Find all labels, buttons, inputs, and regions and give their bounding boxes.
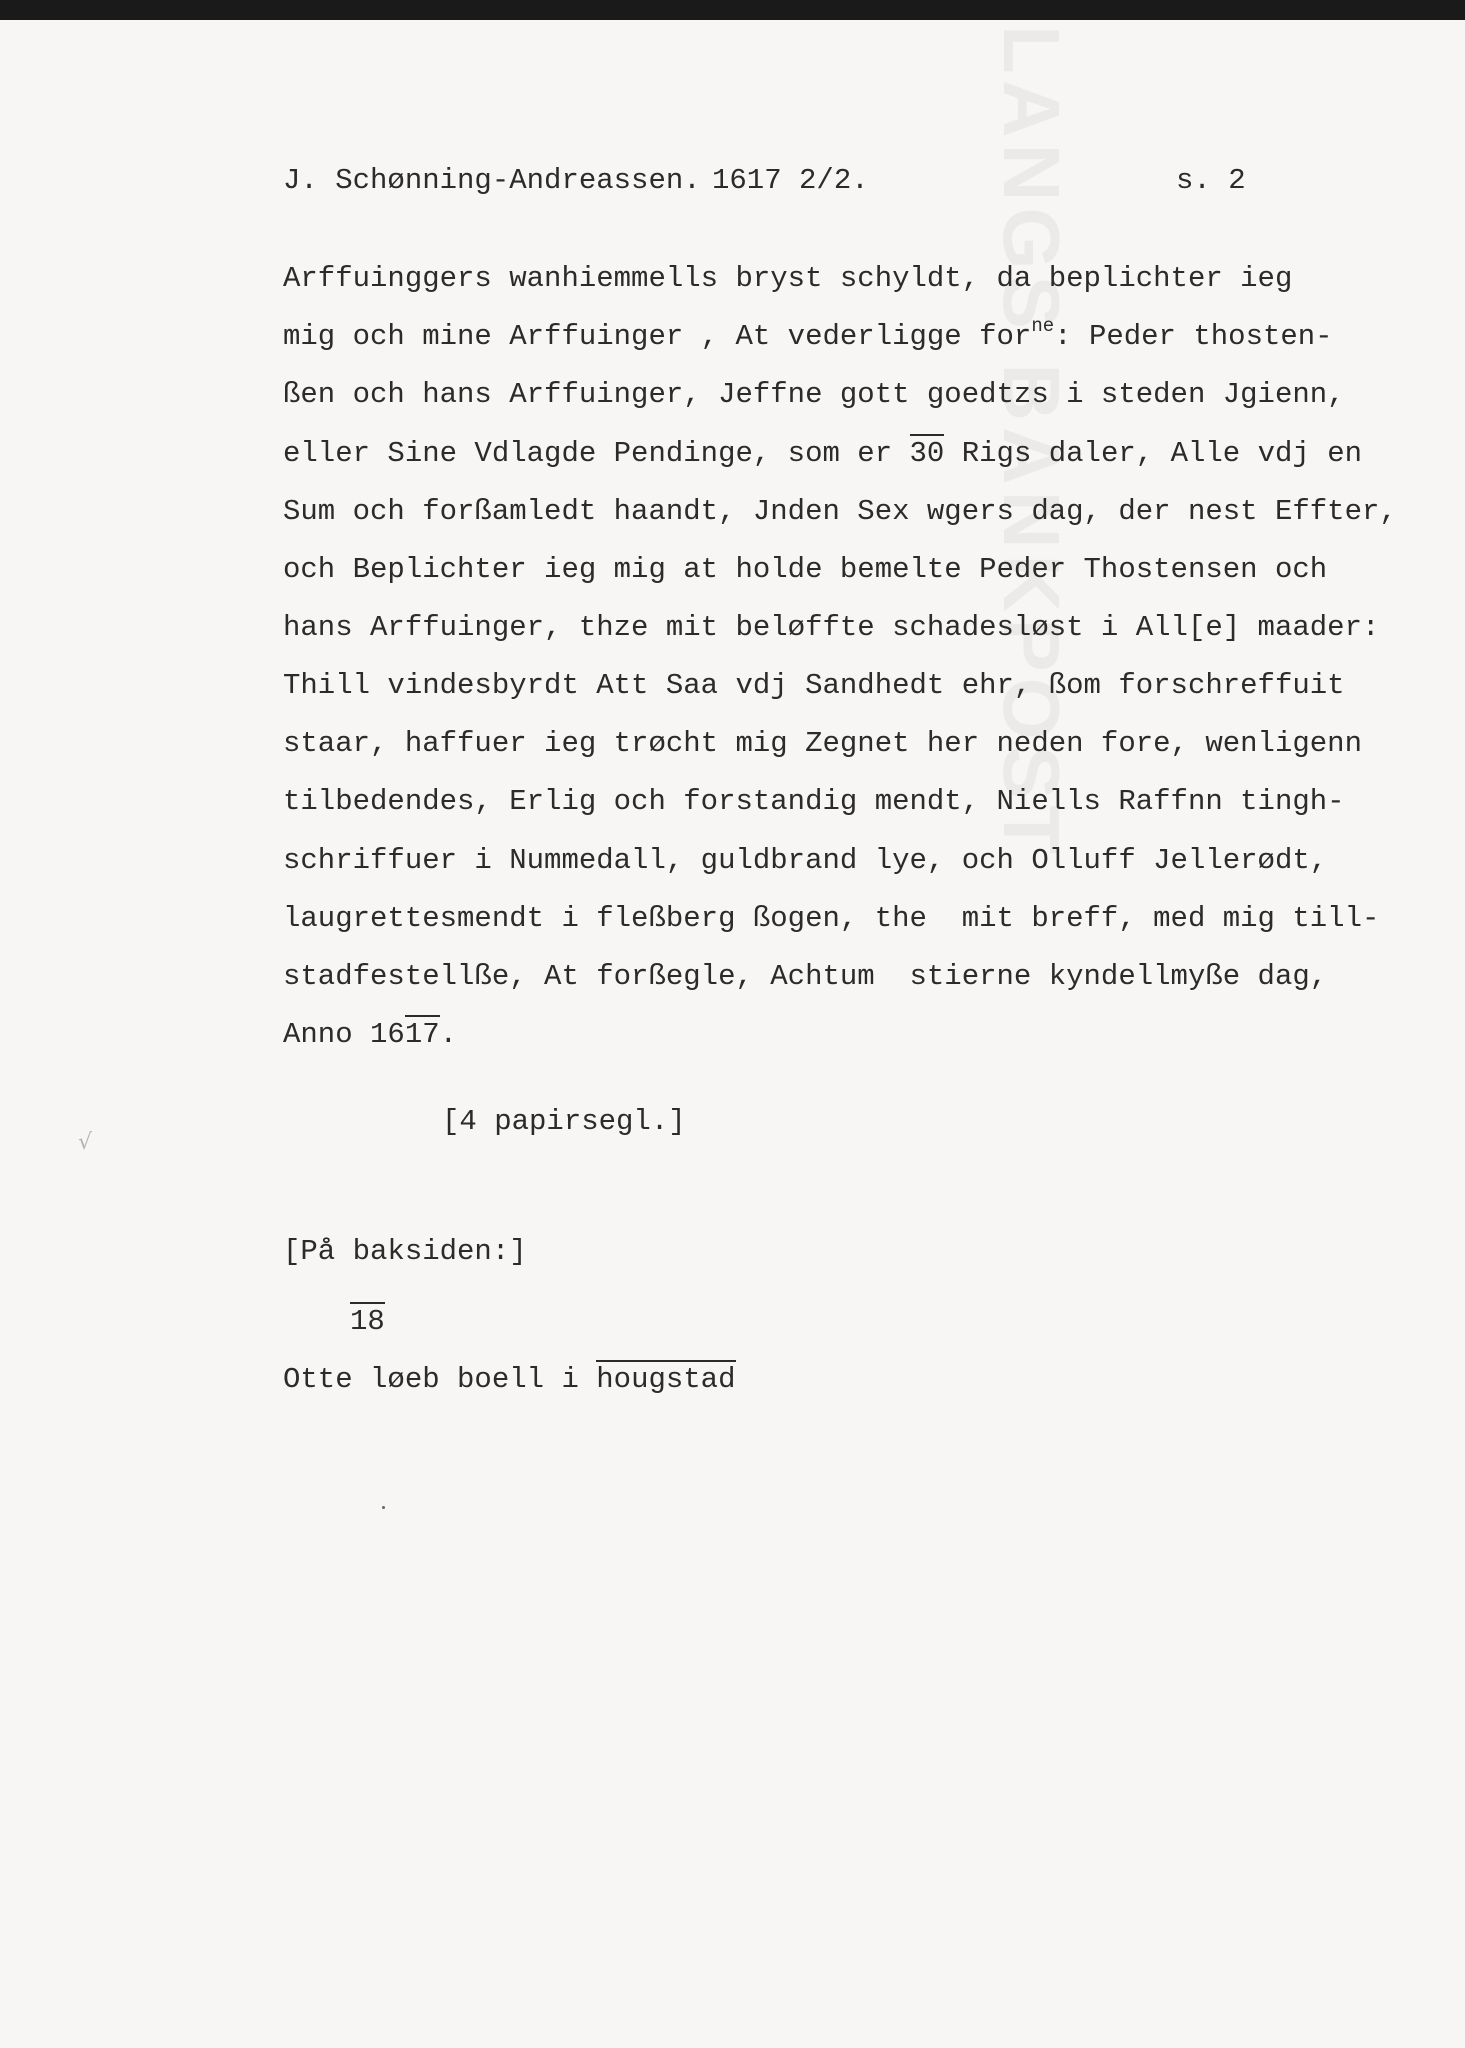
body-line-4 <box>283 439 1362 468</box>
body-line-5: Sum och forßamledt haandt, Jnden Sex wgers dag, der nest Effter, <box>283 495 1397 528</box>
body-line-4-text: eller Sine Vdlagde Pendinge, som er <box>283 437 910 470</box>
body-line-3: ßen och hans Arffuinger, Jeffne gott goedtzs i steden Jgienn, <box>283 378 1345 411</box>
overlined-number-30: 30 <box>910 434 945 470</box>
body-line-13: stadfestellße, At forßegle, Achtum stierne kyndellmyße dag, <box>283 960 1328 993</box>
body-line-2-tail: : Peder thosten- <box>1054 320 1333 353</box>
body-line-7: hans Arffuinger, thze mit beløffte schadesløst i All[e] maader: <box>283 611 1380 644</box>
year-period: . <box>439 1018 458 1051</box>
body-line-9: staar, haffuer ieg trøcht mig Zegnet her neden fore, wenligenn <box>283 727 1362 760</box>
scan-top-border <box>0 0 1465 20</box>
body-line-12: laugrettesmendt i fleßberg ßogen, the mit breff, med mig till- <box>283 902 1380 935</box>
body-line-8: Thill vindesbyrdt Att Saa vdj Sandhedt ehr, ßom forschreffuit <box>283 669 1345 702</box>
overlined-verso-number: 18 <box>350 1302 385 1338</box>
body-line-14 <box>283 1020 457 1049</box>
year-prefix: Anno 16 <box>283 1018 405 1051</box>
header-page-number: s. 2 <box>1176 164 1246 197</box>
seal-note: [4 papirsegl.] <box>442 1105 686 1138</box>
verso-heading: [På baksiden:] <box>283 1235 527 1268</box>
verso-number <box>350 1307 385 1336</box>
header-date: 1617 2/2. <box>712 164 869 197</box>
body-line-1: Arffuinggers wanhiemmells bryst schyldt, da beplichter ieg <box>283 262 1293 295</box>
overlined-place-name: hougstad <box>596 1360 735 1396</box>
ink-speck <box>382 1506 385 1509</box>
header-author: J. Schønning-Andreassen. <box>283 164 701 197</box>
body-line-11: schriffuer i Nummedall, guldbrand lye, och Olluff Jellerødt, <box>283 844 1328 877</box>
body-line-2 <box>283 315 1333 353</box>
body-line-2-text: mig och mine Arffuinger , At vederligge for <box>283 320 1032 353</box>
overlined-year-digits: 17 <box>405 1015 440 1051</box>
verso-line-prefix: Otte løeb boell i <box>283 1363 597 1396</box>
margin-tick-mark: √ <box>78 1130 93 1155</box>
superscript-ne: ne <box>1031 315 1055 337</box>
body-line-10: tilbedendes, Erlig och forstandig mendt, Niells Raffnn tingh- <box>283 785 1345 818</box>
body-line-4-tail: Rigs daler, Alle vdj en <box>944 437 1362 470</box>
verso-line <box>283 1365 736 1394</box>
body-line-6: och Beplichter ieg mig at holde bemelte Peder Thostensen och <box>283 553 1328 586</box>
